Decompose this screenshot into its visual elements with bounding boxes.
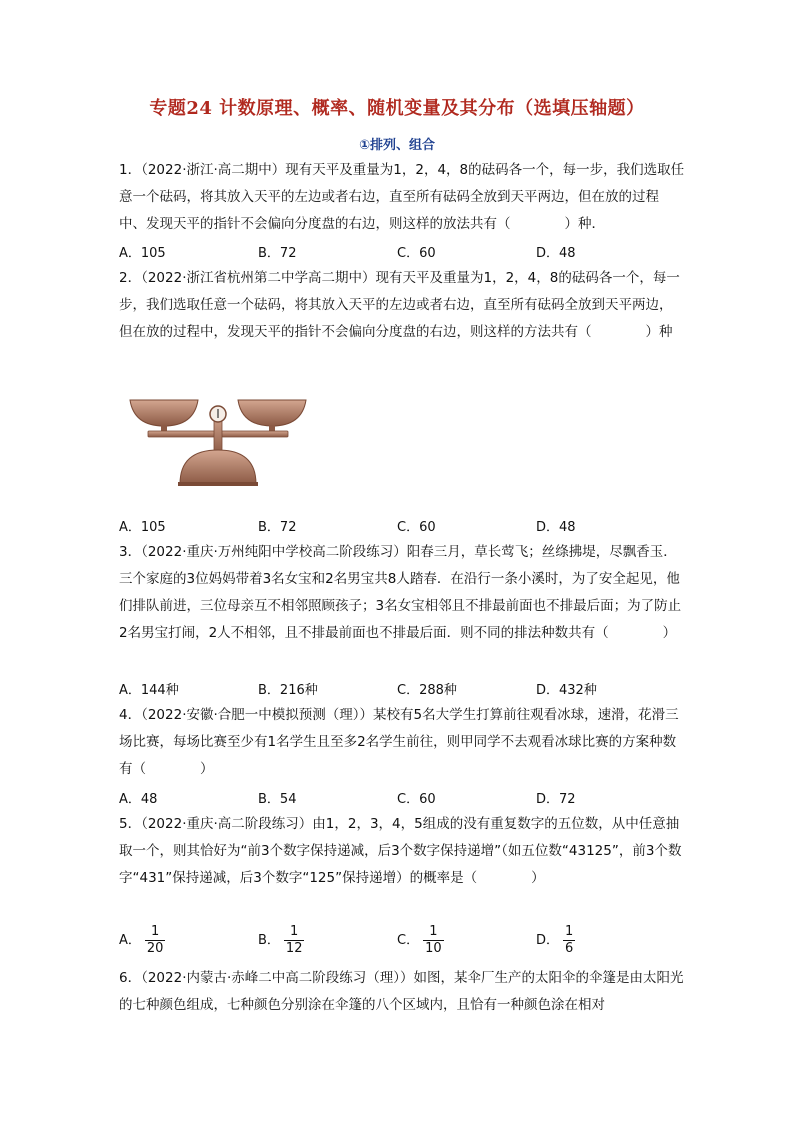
option-d: D．48 — [536, 520, 576, 535]
numerator: 1 — [423, 924, 444, 941]
numerator: 1 — [145, 924, 166, 941]
numerator: 1 — [284, 924, 305, 941]
option-label: A． — [119, 933, 141, 948]
numerator: 1 — [565, 924, 574, 939]
option-c: C．60 — [397, 792, 436, 807]
option-b: B．54 — [258, 792, 297, 807]
section-subtitle: ①排列、组合 — [358, 138, 435, 153]
option-b: B．72 — [258, 246, 297, 261]
option-a: A．105 — [119, 246, 166, 261]
option-c: C．288种 — [397, 683, 457, 698]
option-label: D． — [536, 933, 560, 948]
option-d: D．432种 — [536, 683, 597, 698]
option-c: C．60 — [397, 520, 436, 535]
fraction — [284, 924, 305, 957]
denominator: 12 — [285, 941, 303, 956]
question-6: 6．（2022·内蒙古·赤峰二中高二阶段练习（理））如图，某伞厂生产的太阳伞的伞篷是由太阳光的七种颜色组成，七种颜色分别涂在伞篷的八个区域内，且恰有一种颜色涂在相对 — [119, 970, 684, 1013]
question-3-options — [119, 679, 685, 703]
question-4: 4．（2022·安徽·合肥一中模拟预测（理））某校有5名大学生打算前往观看冰球，速滑，花滑三场比赛，每场比赛至少有1名学生且至多2名学生前往，则甲同学不去观看冰球比赛的方案种数有（ ） — [119, 707, 679, 777]
fraction — [145, 924, 166, 957]
option-d — [536, 924, 575, 957]
question-2: 2．（2022·浙江省杭州第二中学高二期中）现有天平及重量为1，2，4，8的砝码各一个，每一步，我们选取任意一个砝码，将其放入天平的左边或者右边，直至所有砝码全放到天平两边，但在放的过程中，发现天平的指针不会偏向分度盘的右边，则这样的方法共有（ ）种 — [119, 270, 680, 340]
question-1-options — [119, 242, 685, 266]
fraction — [423, 924, 444, 957]
option-d: D．72 — [536, 792, 576, 807]
option-b: B．72 — [258, 520, 297, 535]
question-5: 5．（2022·重庆·高二阶段练习）由1，2，3，4，5组成的没有重复数字的五位数，从中任意抽取一个，则其恰好为“前3个数字保持递减，后3个数字保持递增”（如五位数“43125”，前3个数字“431”保持递减，后3个数字“125”保持递增）的概率是（ ） — [119, 816, 682, 886]
fraction — [563, 924, 575, 957]
option-label: C． — [397, 933, 420, 948]
denominator: 6 — [565, 941, 574, 956]
question-3: 3．（2022·重庆·万州纯阳中学校高二阶段练习）阳春三月，草长莺飞；丝绦拂堤，尽飘香玉．三个家庭的3位妈妈带着3名女宝和2名男宝共8人踏春．在沿行一条小溪时，为了安全起见，他们排队前进，三位母亲互不相邻照顾孩子；3名女宝相邻且不排最前面也不排最后面；为了防止2名男宝打闹，2人不相邻，且不排最前面也不排最后面．则不同的排法种数共有（ ） — [119, 544, 682, 641]
page-title: 专题24 计数原理、概率、随机变量及其分布（选填压轴题） — [149, 98, 645, 119]
question-5-options — [119, 924, 685, 964]
denominator: 10 — [425, 941, 442, 956]
balance-scale-figure — [128, 392, 308, 492]
option-c: C．60 — [397, 246, 436, 261]
option-b: B．216种 — [258, 683, 318, 698]
option-a: A．48 — [119, 792, 158, 807]
option-label: B． — [258, 933, 280, 948]
question-4-options — [119, 788, 685, 812]
option-d: D．48 — [536, 246, 576, 261]
question-2-options — [119, 516, 685, 540]
option-a: A．144种 — [119, 683, 179, 698]
denominator: 20 — [146, 941, 164, 956]
option-a — [119, 924, 165, 957]
question-1: 1．（2022·浙江·高二期中）现有天平及重量为1，2，4，8的砝码各一个，每一步，我们选取任意一个砝码，将其放入天平的左边或者右边，直至所有砝码全放到天平两边，但在放的过程中、发现天平的指针不会偏向分度盘的右边，则这样的放法共有（ ）种． — [119, 162, 685, 232]
option-a: A．105 — [119, 520, 166, 535]
option-b — [258, 924, 304, 957]
option-c — [397, 924, 444, 957]
